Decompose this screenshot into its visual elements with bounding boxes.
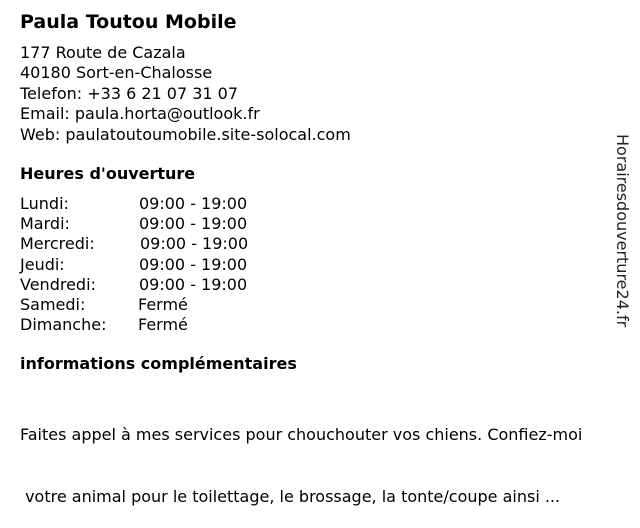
day-hours: 09:00 - 19:00: [139, 194, 248, 213]
day-label: Mardi:: [20, 214, 70, 234]
additional-info-text: [20, 384, 582, 528]
additional-info-heading: informations complémentaires: [20, 354, 297, 373]
description-line: Faites appel à mes services pour chouchouter vos chiens. Confiez-moi: [20, 425, 583, 444]
description-line: votre animal pour le toilettage, le brossage, la tonte/coupe ainsi ...: [20, 486, 561, 506]
phone-number[interactable]: Telefon: +33 6 21 07 31 07: [20, 83, 239, 103]
day-label: Mercredi:: [20, 234, 95, 254]
day-label: Lundi:: [20, 194, 69, 213]
website-link[interactable]: Web: paulatoutoumobile.site-solocal.com: [20, 124, 351, 144]
day-label: Jeudi:: [20, 254, 65, 274]
contact-block: [20, 43, 351, 145]
watermark-text: Horairesdouverture24.fr: [613, 134, 632, 328]
day-hours: Fermé: [138, 315, 188, 335]
opening-hours-heading: Heures d'ouverture: [20, 164, 196, 183]
day-label: Vendredi:: [20, 274, 96, 294]
day-label: Samedi:: [20, 294, 86, 314]
day-hours: 09:00 - 19:00: [139, 214, 248, 234]
site-watermark: [612, 134, 632, 346]
day-label: Dimanche:: [20, 315, 107, 335]
day-hours: Fermé: [138, 294, 188, 314]
address-city: 40180 Sort-en-Chalosse: [20, 63, 213, 83]
day-hours: 09:00 - 19:00: [139, 254, 248, 274]
day-hours: 09:00 - 19:00: [139, 274, 248, 294]
address-street: 177 Route de Cazala: [20, 43, 186, 62]
business-name: Paula Toutou Mobile: [20, 11, 237, 33]
email-address[interactable]: Email: paula.horta@outlook.fr: [20, 104, 260, 124]
day-hours: 09:00 - 19:00: [140, 234, 249, 254]
